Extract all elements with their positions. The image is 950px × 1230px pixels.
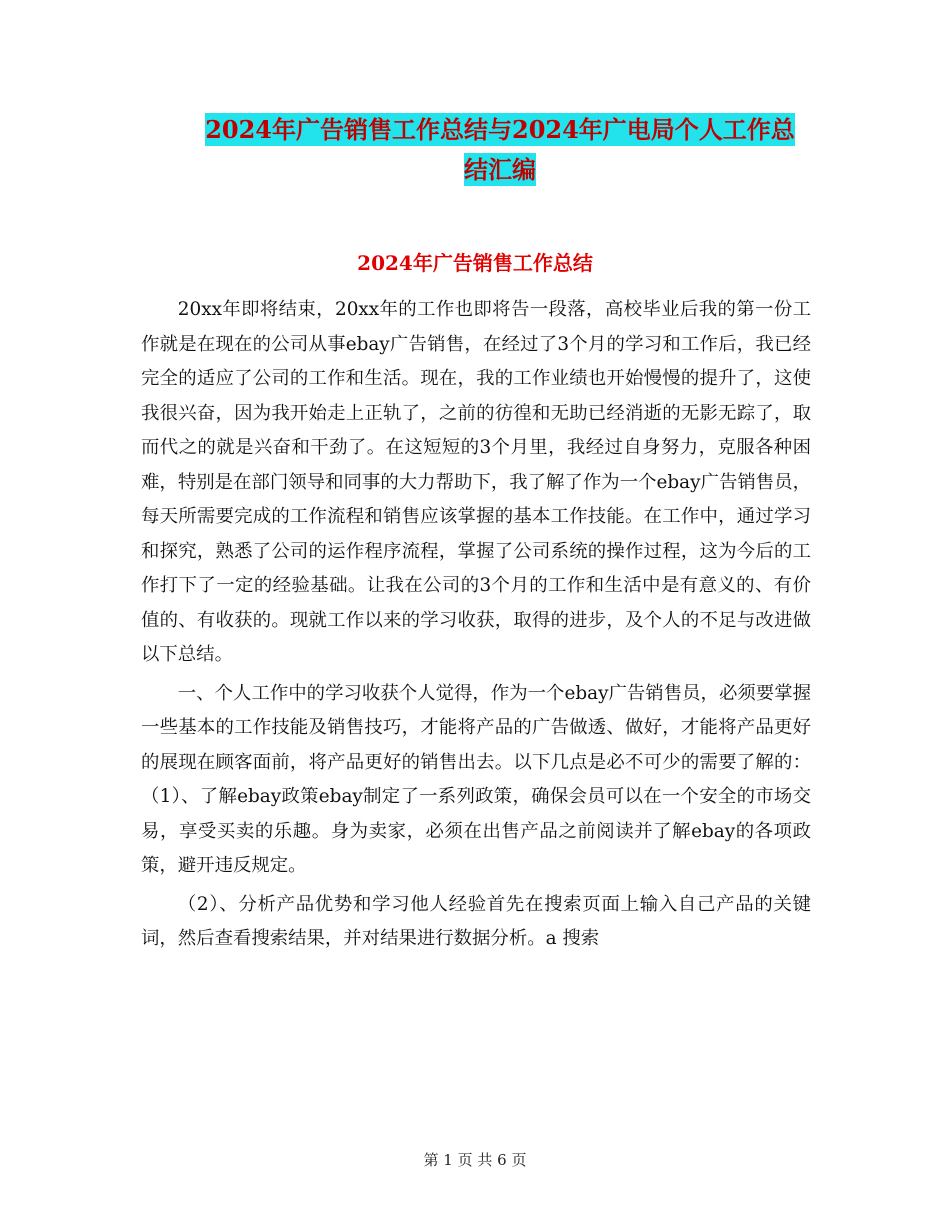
paragraph-3: （2）、分析产品优势和学习他人经验首先在搜索页面上输入自己产品的关键词，然后查看搜索结果，并对结果进行数据分析。a 搜索: [141, 893, 811, 949]
page-footer: 第 1 页 共 6 页: [423, 1151, 527, 1169]
paragraph-2: 一、个人工作中的学习收获个人觉得，作为一个ebay广告销售员，必须要掌握一些基本的工作技能及销售技巧，才能将产品的广告做透、做好，才能将产品更好的展现在顾客面前，将产品更好的销售出去。以下几点是必不可少的需要了解的：（1）、了解ebay政策ebay制定了一系列政策，确保会员可以在一个安全的市场交易，享受买卖的乐趣。身为卖家，必须在出售产品之前阅读并了解ebay的各项政策，避开违反规定。: [141, 682, 811, 876]
section-title: 2024年广告销售工作总结: [357, 251, 593, 275]
main-title: [130, 110, 870, 190]
main-title-line1: 2024年广告销售工作总结与2024年广电局个人工作总: [205, 115, 795, 144]
body-text: [141, 293, 811, 957]
paragraph-1: 20xx年即将结束，20xx年的工作也即将告一段落，高校毕业后我的第一份工作就是在现在的公司从事ebay广告销售，在经过了3个月的学习和工作后，我已经完全的适应了公司的工作和生活。现在，我的工作业绩也开始慢慢的提升了，这使我很兴奋，因为我开始走上正轨了，之前的彷徨和无助已经消逝的无影无踪了，取而代之的就是兴奋和干劲了。在这短短的3个月里，我经过自身努力，克服各种困难，特别是在部门领导和同事的大力帮助下，我了解了作为一个ebay广告销售员，每天所需要完成的工作流程和销售应该掌握的基本工作技能。在工作中，通过学习和探究，熟悉了公司的运作程序流程，掌握了公司系统的操作过程，这为今后的工作打下了一定的经验基础。让我在公司的3个月的工作和生活中是有意义的、有价值的、有收获的。现就工作以来的学习收获，取得的进步，及个人的不足与改进做以下总结。: [141, 299, 811, 665]
main-title-line2: 结汇编: [464, 155, 536, 184]
